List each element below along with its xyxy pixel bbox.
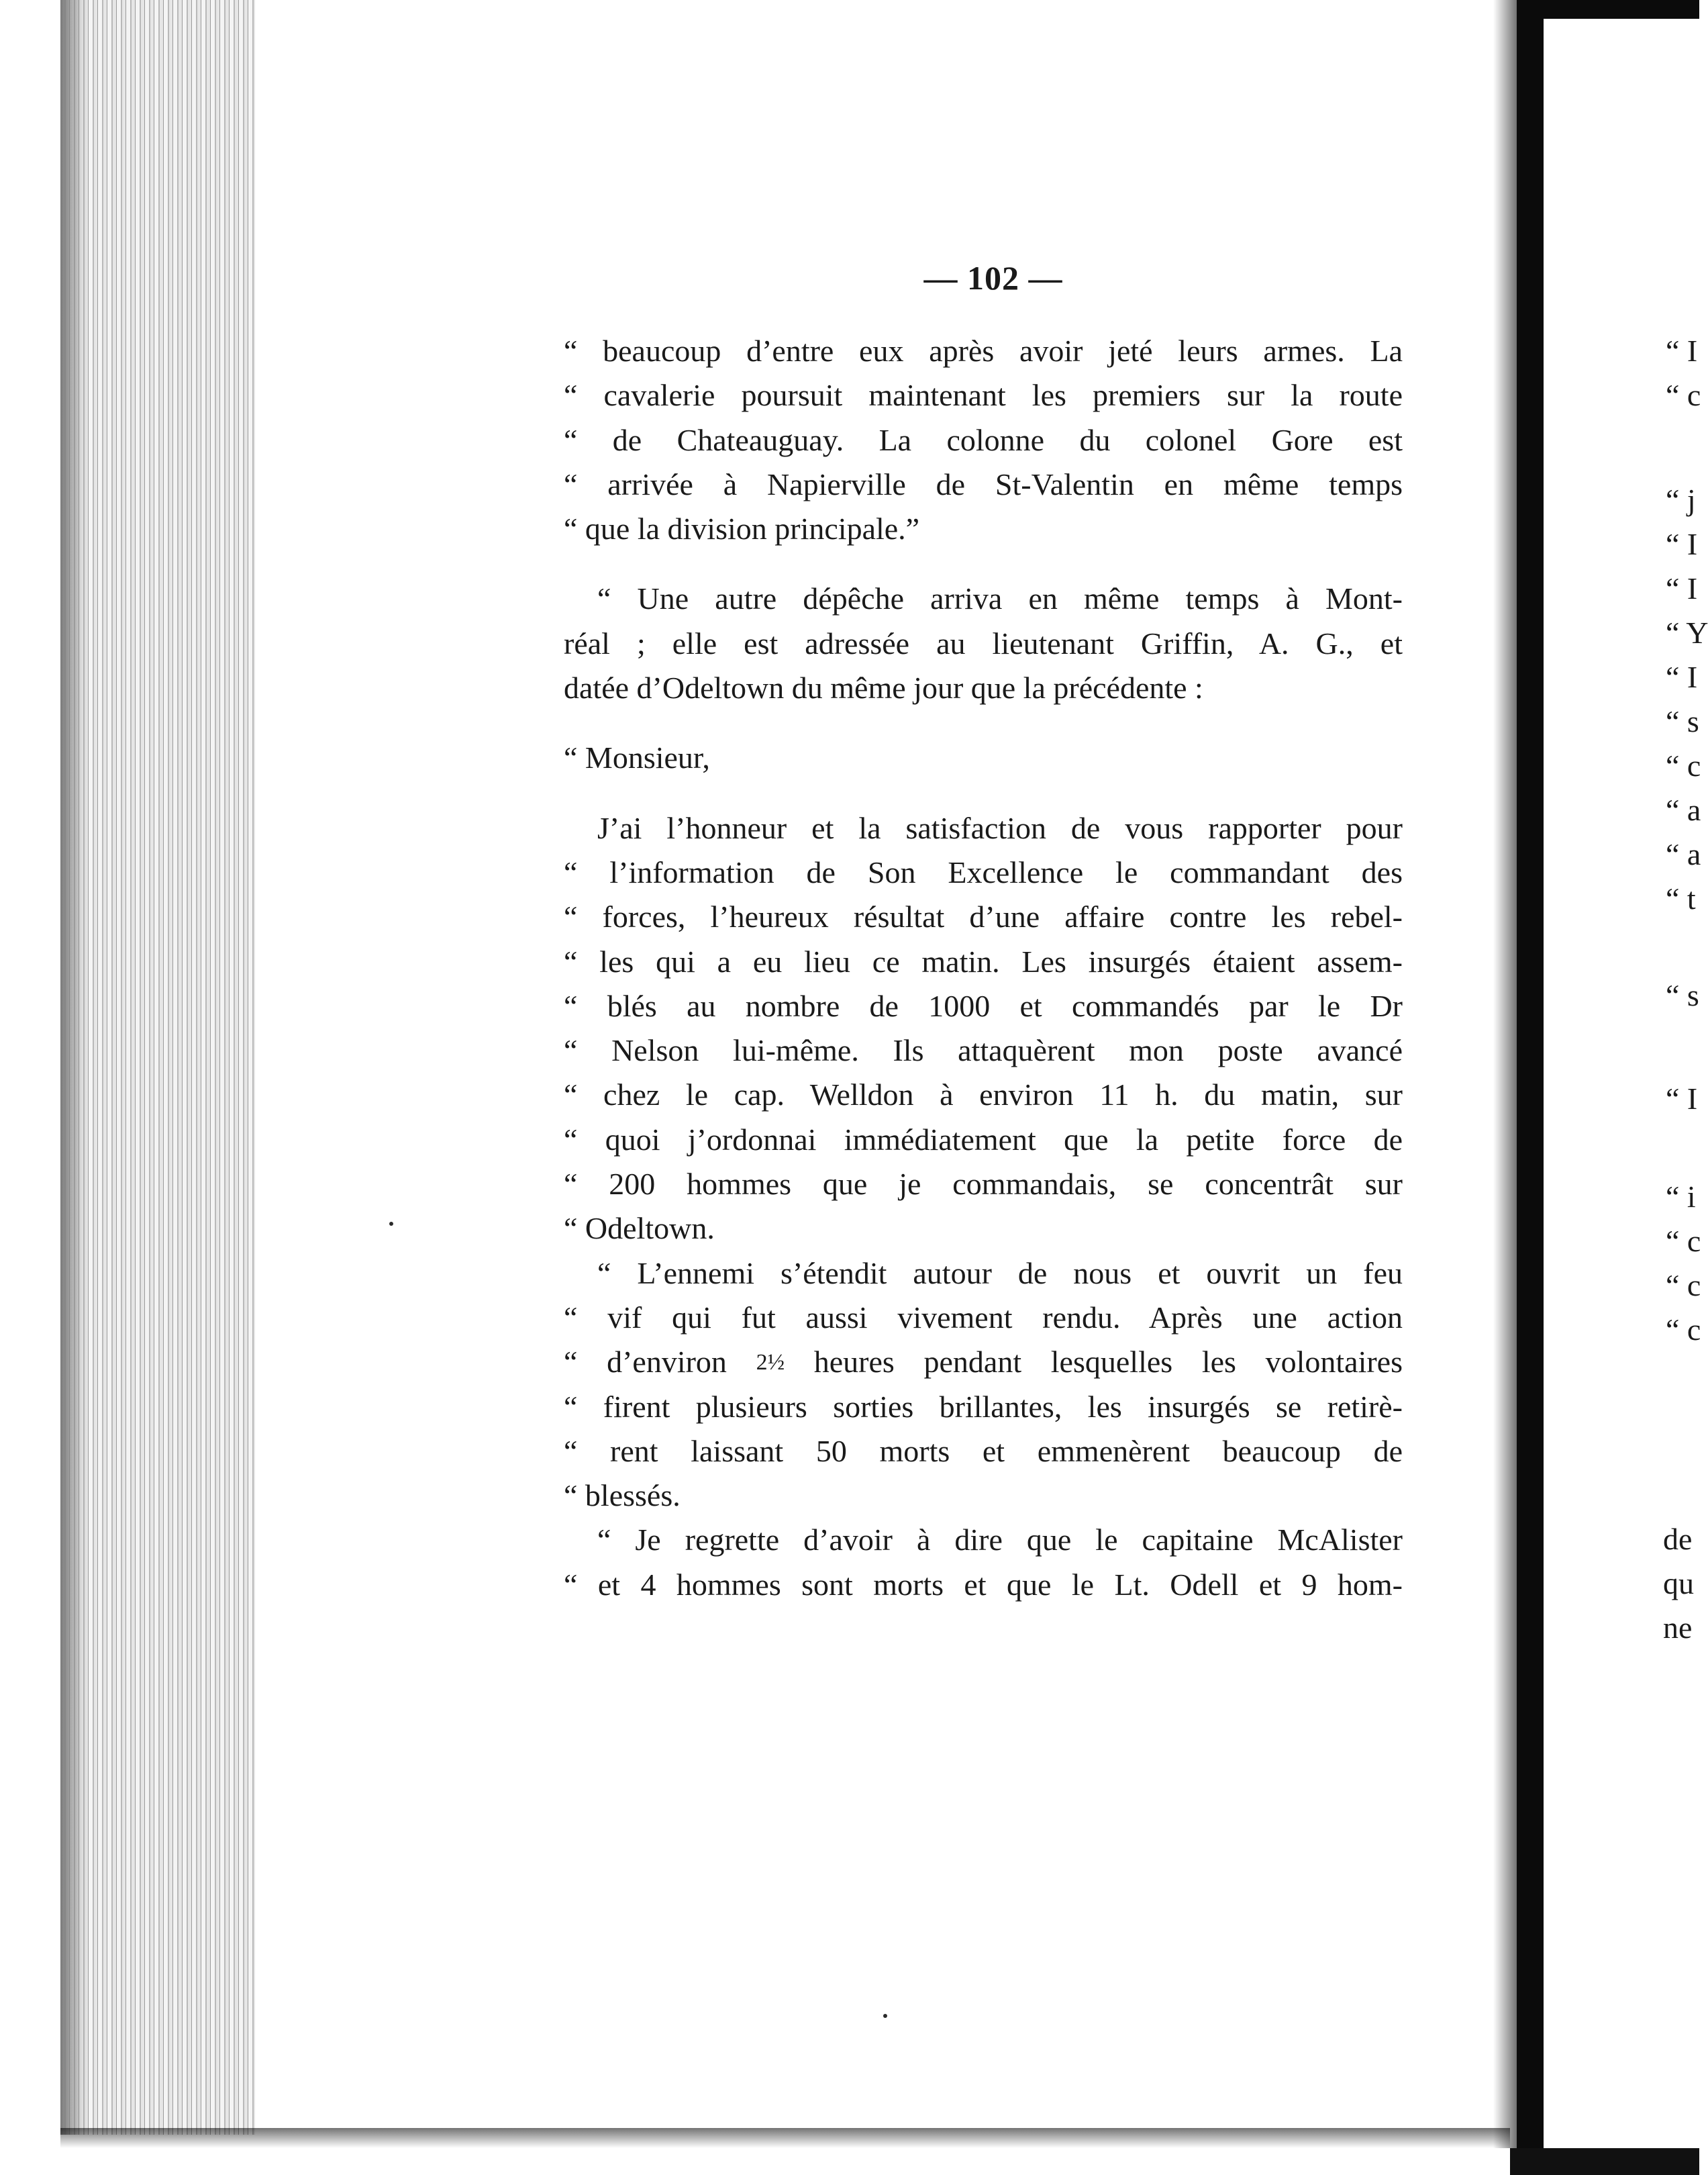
facing-page-word: qu	[1663, 1566, 1694, 1600]
page-number: — 102 —	[923, 259, 1063, 297]
text-fragment: “ d’environ	[564, 1345, 727, 1380]
text-line: datée d’Odeltown du même jour que la précédente :	[564, 671, 1203, 706]
text-line: “ de Chateauguay. La colonne du colonel Gore est	[564, 422, 1403, 457]
facing-page-line: “ a	[1666, 793, 1701, 827]
facing-page-line: “ i	[1666, 1179, 1696, 1214]
text-line: “ blessés.	[564, 1478, 681, 1513]
text-fragment: heures pendant lesquelles les volontaires	[813, 1345, 1403, 1380]
gutter-shadow	[1493, 0, 1517, 2148]
facing-page-line: “ I	[1666, 527, 1698, 561]
facing-page-line: “ c	[1666, 748, 1701, 783]
paragraph-gap	[564, 781, 1403, 806]
facing-page-line: “ I	[1666, 1081, 1698, 1116]
text-line: “ chez le cap. Welldon à environ 11 h. du matin, sur	[564, 1077, 1403, 1112]
facing-page-line: “ s	[1666, 978, 1699, 1012]
facing-page-word: ne	[1663, 1610, 1693, 1645]
text-line: “ Nelson lui-même. Ils attaquèrent mon poste avancé	[564, 1033, 1403, 1068]
page-edges-shadow	[60, 0, 87, 2135]
text-line: “ les qui a eu lieu ce matin. Les insurgés étaient assem-	[564, 944, 1403, 979]
text-line: “ cavalerie poursuit maintenant les premiers sur la route	[564, 378, 1403, 413]
page-body-text	[564, 329, 1403, 1607]
text-line: “ Odeltown.	[564, 1211, 715, 1246]
facing-page-line: “ I	[1666, 660, 1698, 694]
text-line: “ vif qui fut aussi vivement rendu. Après une action	[564, 1300, 1403, 1335]
page-bottom-shadow	[60, 2128, 1510, 2148]
text-line: “ Une autre dépêche arriva en même temps à Mont-	[597, 581, 1403, 616]
facing-page-line: “ c	[1666, 1268, 1701, 1302]
text-line: J’ai l’honneur et la satisfaction de vous rapporter pour	[597, 810, 1403, 845]
facing-page-line: “ I	[1666, 334, 1698, 368]
text-line: “ quoi j’ordonnai immédiatement que la petite force de	[564, 1122, 1403, 1157]
text-line: “ blés au nombre de 1000 et commandés par le Dr	[564, 988, 1403, 1023]
scan-speck	[389, 1222, 393, 1226]
facing-page-line: “ Y	[1666, 616, 1708, 650]
facing-page-top-edge	[1537, 0, 1699, 19]
scan-speck	[883, 2014, 887, 2018]
text-line-with-fraction	[564, 1340, 1403, 1384]
text-line: “ Je regrette d’avoir à dire que le capitaine McAlister	[597, 1522, 1403, 1557]
text-line: “ rent laissant 50 morts et emmenèrent beaucoup de	[564, 1433, 1403, 1468]
text-line: “ beaucoup d’entre eux après avoir jeté leurs armes. La	[564, 334, 1403, 368]
facing-page-line: “ I	[1666, 571, 1698, 606]
paragraph-gap	[564, 710, 1403, 736]
facing-page-line: “ t	[1666, 881, 1696, 916]
fraction: 2½	[756, 1350, 785, 1375]
scan-margin	[0, 0, 60, 2175]
text-line: réal ; elle est adressée au lieutenant Griffin, A. G., et	[564, 626, 1403, 661]
text-line: “ L’ennemi s’étendit autour de nous et ouvrit un feu	[597, 1255, 1403, 1290]
facing-page-line: “ c	[1666, 1224, 1701, 1258]
text-line: “ l’information de Son Excellence le commandant des	[564, 855, 1403, 889]
facing-page-line: “ j	[1666, 483, 1696, 517]
scan-bottom-edge	[1510, 2148, 1699, 2175]
book-page-edges	[60, 0, 255, 2135]
paragraph-gap	[564, 551, 1403, 577]
facing-page-line: “ c	[1666, 1312, 1701, 1347]
facing-page-line: “ c	[1666, 378, 1701, 412]
facing-page-word: de	[1663, 1522, 1693, 1556]
salutation-line: “ Monsieur,	[564, 740, 710, 775]
text-line: “ forces, l’heureux résultat d’une affaire contre les rebel-	[564, 900, 1403, 934]
text-line: “ et 4 hommes sont morts et que le Lt. Odell et 9 hom-	[564, 1567, 1403, 1602]
text-line: “ que la division principale.”	[564, 512, 920, 546]
text-line: “ 200 hommes que je commandais, se concentrât sur	[564, 1167, 1403, 1202]
text-line: “ arrivée à Napierville de St-Valentin en même temps	[564, 467, 1403, 501]
book-gutter	[1517, 0, 1544, 2148]
facing-page-line: “ a	[1666, 837, 1701, 871]
text-line: “ firent plusieurs sorties brillantes, les insurgés se retirè-	[564, 1389, 1403, 1424]
facing-page-line: “ s	[1666, 704, 1699, 738]
